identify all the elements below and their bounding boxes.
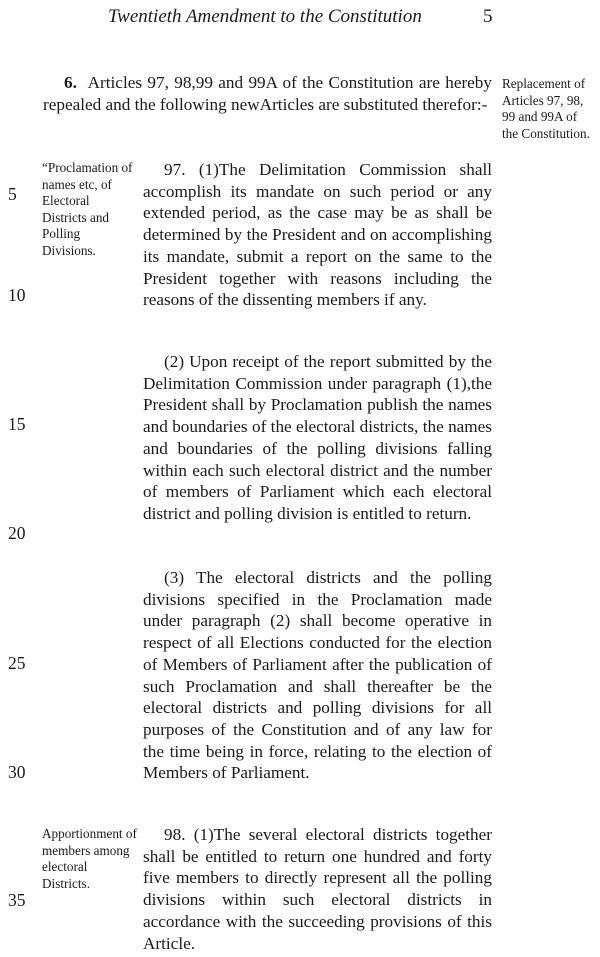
line-number: 20 [8,523,26,543]
line-number: 30 [8,762,26,782]
margin-note-apportionment: Apportionment of members among electoral Districts. [42,826,137,891]
line-number: 15 [8,414,26,434]
article-97-para-3: (3) The electoral districts and the polling divisions specified in the Proclamation made under paragraph (2) shall become operative in respect of all Elections conducted for the election of Members of Parliament after the publication of such Proclamation and shall thereafter be the electoral districts and polling divisions for all purposes of the Constitution and of any law for the time being in force, relating to the election of Members of Parliament. [143,568,492,783]
line-number: 35 [8,890,26,910]
article-98-para-1: 98. (1)The several electoral districts together shall be entitled to return one hundred and forty five members to directly represent all the polling divisions within such electoral districts in accordance with the succeeding provisions of this Article. [143,825,492,953]
line-number: 10 [8,285,26,305]
page-number: 5 [483,6,493,27]
line-number: 25 [8,653,26,673]
section-number: 6. [64,73,77,92]
margin-note-proclamation: “Proclamation of names etc, of Electoral Districts and Polling Divisions. [42,160,133,258]
article-97-para-1: 97. (1)The Delimitation Commission shall accomplish its mandate on such period or any extended period, as the case may be as shall be determined by the President and on accomplishing its mandate, submit a report on the same to the President together with reasons including the reasons of the dissenting members if any. [143,160,492,310]
section-6-paragraph [43,72,492,115]
side-note-replacement: Replacement of Articles 97, 98, 99 and 99A of the Constitution. [502,76,590,141]
section-6-text: Articles 97, 98,99 and 99A of the Constitution are hereby repealed and the following newArticles are substituted therefor:- [43,73,492,114]
article-97-para-2: (2) Upon receipt of the report submitted by the Delimitation Commission under paragraph (1),the President shall by Proclamation publish the names and boundaries of the electoral districts, the names and boundaries of the polling divisions falling within each such electoral district and the number of members of Parliament which each electoral district and polling division is entitled to return. [143,352,492,523]
line-number: 5 [8,184,17,204]
page-header-title: Twentieth Amendment to the Constitution [108,6,422,27]
